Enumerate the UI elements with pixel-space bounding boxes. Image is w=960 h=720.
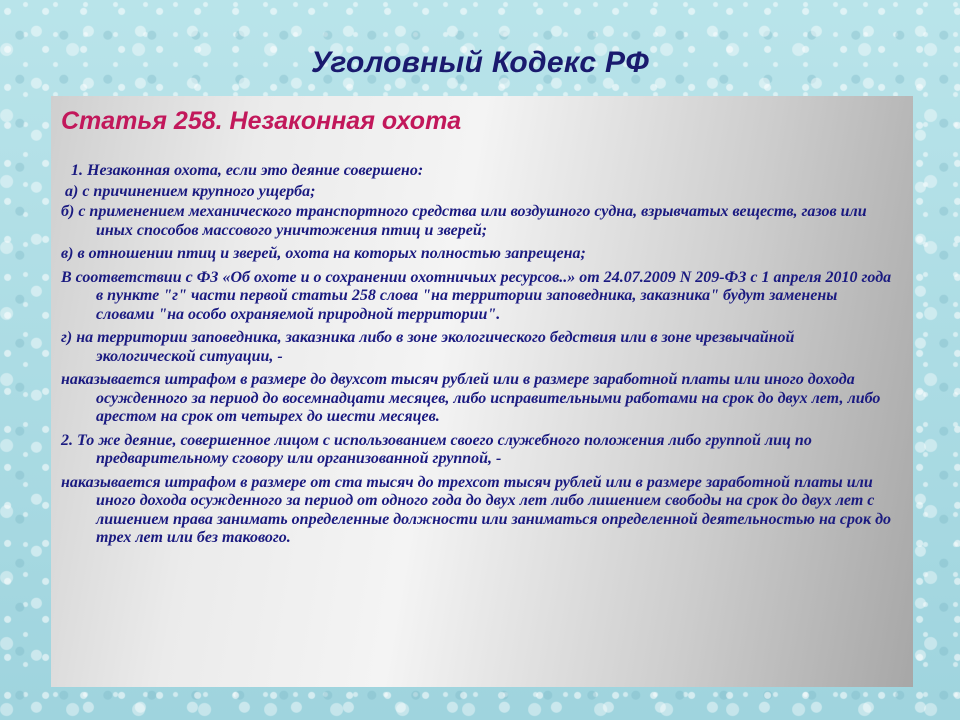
- article-paragraph-g: г) на территории заповедника, заказника либо в зоне экологического бедствия или в зоне чрезвычайной экологической ситуации, -: [61, 329, 795, 365]
- article-paragraph-penalty-1: наказывается штрафом в размере до двухсот тысяч рублей или в размере заработной платы или иного дохода осужденного за период до восемнадцати месяцев, либо исправительными работами на срок до двух лет, либо арестом на срок от четырех до шести месяцев.: [61, 371, 881, 425]
- article-paragraph-2: 2. То же деяние, совершенное лицом с использованием своего служебного положения либо группой лиц по предварительному сговору или организованной группой, -: [61, 431, 812, 467]
- article-title: Статья 258. Незаконная охота: [61, 107, 462, 135]
- article-paragraph-amendment: В соответствии с ФЗ «Об охоте и о сохранении охотничьих ресурсов..» от 24.07.2009 N 209-ФЗ с 1 апреля 2010 года в пункте "г" части первой статьи 258 слова "на территории заповедника, заказника" будут заменены словами "на особо охраняемой природной территории".: [61, 268, 892, 323]
- article-paragraph-1: 1. Незаконная охота, если это деяние совершено:: [71, 162, 424, 179]
- article-paragraph-b: б) с применением механического транспортного средства или воздушного судна, взрывчатых веществ, газов или иных способов массового уничтожения птиц и зверей;: [61, 203, 867, 239]
- article-paragraph-v: в) в отношении птиц и зверей, охота на которых полностью запрещена;: [61, 245, 586, 262]
- article-paragraph-penalty-2: наказывается штрафом в размере от ста тысяч до трехсот тысяч рублей или в размере заработной платы или иного дохода осужденного за период от одного года до двух лет либо лишением свободы на срок до двух лет с лишением права занимать определенные должности или заниматься определенной деятельностью на срок до трех лет или без такового.: [61, 473, 892, 546]
- slide-title: Уголовный Кодекс РФ: [310, 46, 650, 79]
- article-body: [61, 162, 895, 548]
- article-paragraph-a: а) с причинением крупного ущерба;: [65, 182, 316, 200]
- article-panel: [51, 96, 913, 687]
